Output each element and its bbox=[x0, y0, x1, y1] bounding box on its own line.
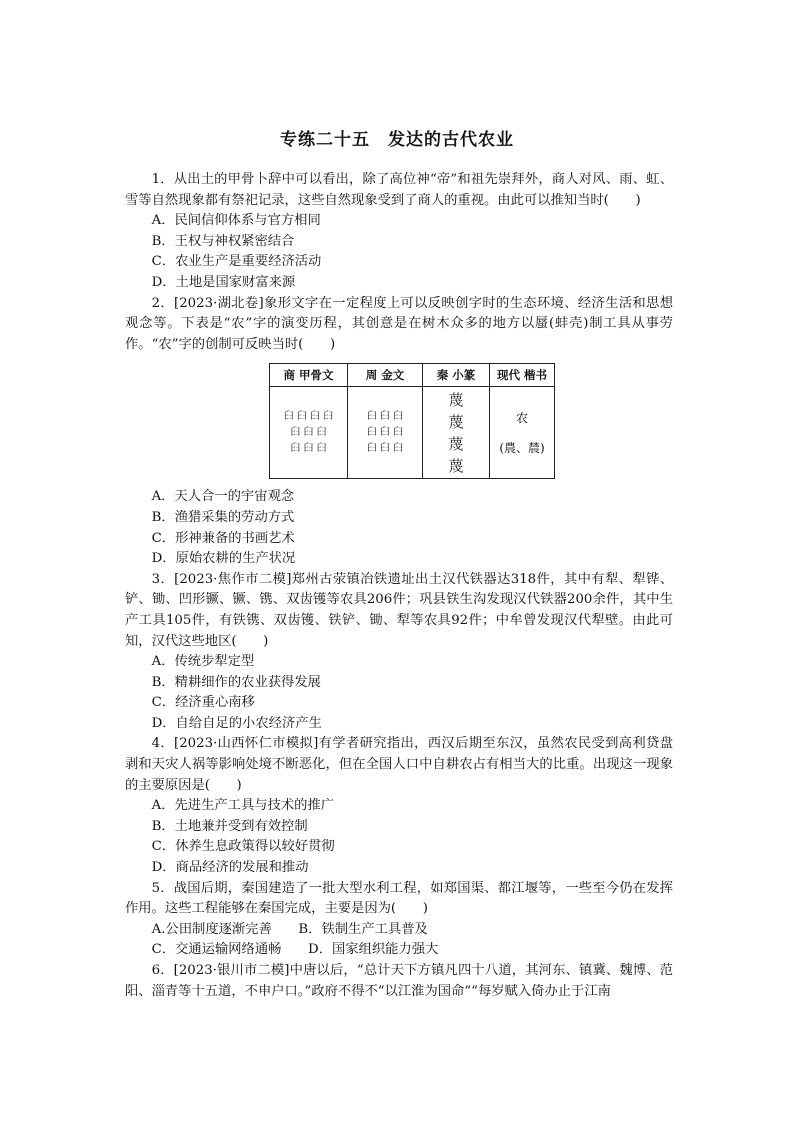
question-2-option-a: A．天人合一的宇宙观念 bbox=[151, 489, 295, 505]
question-4-option-c: C．休养生息政策得以较好贯彻 bbox=[151, 839, 335, 855]
seal-glyph: 蔑 bbox=[448, 434, 464, 453]
question-3-option-c: C．经济重心南移 bbox=[151, 695, 255, 711]
table-header-bronze: 周 金文 bbox=[348, 364, 423, 387]
character-evolution-table bbox=[269, 363, 555, 479]
question-1-option-c: C．农业生产是重要经济活动 bbox=[151, 254, 322, 270]
question-4-option-a: A．先进生产工具与技术的推广 bbox=[151, 798, 335, 814]
question-1-option-d: D．土地是国家财富来源 bbox=[151, 274, 296, 290]
question-2-option-b: B．渔猎采集的劳动方式 bbox=[151, 509, 295, 525]
question-6-stem: 6．[2023·银川市二模]中唐以后，“总计天下方镇凡四十八道，其河东、镇冀、魏博、范阳、淄青等十五道，不申户口。”政府不得不“以江淮为国命”“每岁赋入倚办止于江南 bbox=[125, 963, 673, 999]
question-3-stem: 3．[2023·焦作市二模]郑州古荥镇冶铁遗址出土汉代铁器达318件，其中有犁、犁铧、铲、锄、凹形镢、镢、镌、双齿镬等农具206件；巩县铁生沟发现汉代铁器200余件，其中生产工具105件，有铁镌、双齿镬、铁铲、锄、犁等农具92件；中牟曾发现汉代犁壁。由此可知，汉代这些地区( ) bbox=[125, 571, 673, 649]
oracle-glyph-row: 𦥑 𦥑 𦥑 𦥑 bbox=[283, 410, 334, 422]
question-2-option-d: D．原始农耕的生产状况 bbox=[151, 551, 296, 567]
table-header-oracle: 商 甲骨文 bbox=[270, 364, 348, 387]
question-3-option-b: B．精耕细作的农业获得发展 bbox=[151, 674, 321, 690]
question-4-option-b: B．土地兼并受到有效控制 bbox=[151, 818, 308, 834]
question-4-stem: 4．[2023·山西怀仁市模拟]有学者研究指出，西汉后期至东汉，虽然农民受到高利贷盘剥和天灾人祸等影响处境不断恶化，但在全国人口中自耕农占有相当大的比重。出现这一现象的主要原因是( ) bbox=[125, 736, 673, 793]
question-1-option-a: A．民间信仰体系与官方相同 bbox=[151, 213, 321, 229]
question-1-option-b: B．王权与神权紧密结合 bbox=[151, 233, 295, 249]
table-header-seal: 秦 小篆 bbox=[423, 364, 490, 387]
question-4-option-d: D．商品经济的发展和推动 bbox=[151, 860, 309, 876]
question-5-options-ab: A.公田制度逐渐完善 B．铁制生产工具普及 bbox=[151, 921, 428, 937]
question-3-option-d: D．自给自足的小农经济产生 bbox=[151, 715, 322, 731]
page-title: 专练二十五 发达的古代农业 bbox=[280, 130, 514, 150]
kaishu-variants: (農、辳) bbox=[499, 440, 545, 455]
oracle-glyph-row: 𦥑 𦥑 𦥑 bbox=[290, 442, 327, 454]
bronze-glyph-row: 𦥑 𦥑 𦥑 bbox=[366, 442, 404, 454]
question-2-option-c: C．形神兼备的书画艺术 bbox=[151, 530, 295, 546]
kaishu-character: 农 bbox=[515, 410, 528, 425]
question-2-stem: 2．[2023·湖北卷]象形文字在一定程度上可以反映创字时的生态环境、经济生活和思想观念等。下表是“农”字的演变历程，其创意是在树木众多的地方以蜃(蚌壳)制工具从事劳作。“农”字的创制可反映当时( ) bbox=[125, 295, 673, 352]
question-1-stem: 1．从出土的甲骨卜辞中可以看出，除了高位神“帝”和祖先崇拜外，商人对风、雨、虹、雪等自然现象都有祭祀记录，这些自然现象受到了商人的重视。由此可以推知当时( ) bbox=[125, 172, 673, 208]
bronze-glyph-row: 𦥑 𦥑 𦥑 bbox=[366, 410, 404, 422]
small-seal-glyphs bbox=[423, 387, 490, 479]
oracle-bone-glyphs bbox=[270, 387, 348, 479]
question-5-options-cd: C．交通运输网络通畅 D．国家组织能力强大 bbox=[151, 942, 439, 958]
question-3-option-a: A．传统步犁定型 bbox=[151, 654, 255, 670]
seal-glyph: 蔑 bbox=[448, 456, 464, 475]
seal-glyph: 蔑 bbox=[448, 390, 464, 409]
kaishu-cell bbox=[490, 387, 555, 479]
bronze-inscription-glyphs bbox=[348, 387, 423, 479]
bronze-glyph-row: 𦥑 𦥑 𦥑 bbox=[366, 426, 404, 438]
seal-glyph: 蔑 bbox=[448, 412, 464, 431]
question-list bbox=[125, 170, 673, 1002]
question-5-stem: 5．战国后期，秦国建造了一批大型水利工程，如郑国渠、都江堰等，一些至今仍在发挥作用。这些工程能够在秦国完成，主要是因为( ) bbox=[125, 880, 673, 917]
table-header-kaishu: 现代 楷书 bbox=[490, 364, 555, 387]
oracle-glyph-row: 𦥑 𦥑 𦥑 bbox=[290, 426, 327, 438]
